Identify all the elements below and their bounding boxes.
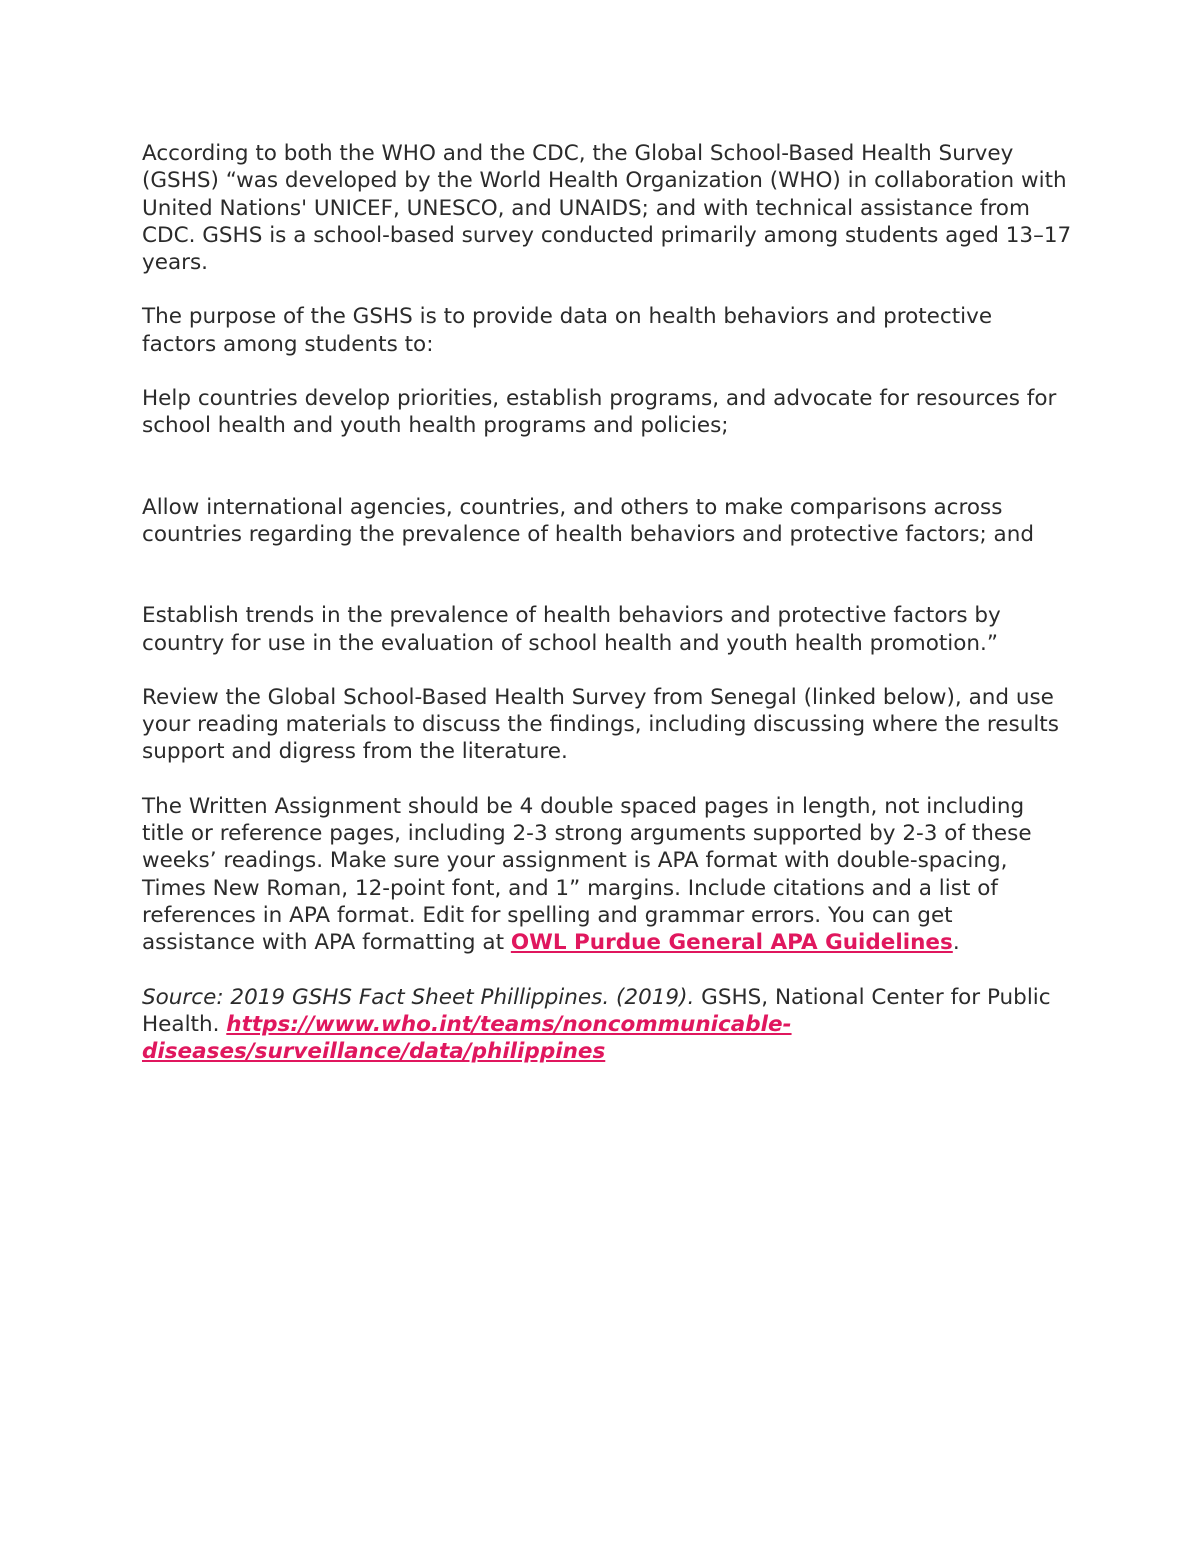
assignment-text: The Written Assignment should be 4 double spaced pages in length, not including title or reference pages, including 2-3 strong arguments supported by 2-3 of these weeks’ readings. Make sure your assignment is APA format with double-spacing, Times New Roman, 12-point font, and 1” margins. Include citations and a list of references in APA format. Edit for spelling and grammar errors. You can get assistance with APA formatting at	[142, 793, 1032, 956]
document-page	[142, 140, 1072, 1092]
review-paragraph: Review the Global School-Based Health Survey from Senegal (linked below), and use your reading materials to discuss the findings, including discussing where the results support and digress from the literature.	[142, 684, 1059, 765]
purpose-item-3: Establish trends in the prevalence of health behaviors and protective factors by country for use in the evaluation of school health and youth health promotion.”	[142, 603, 1001, 656]
assignment-paragraph	[142, 793, 1072, 957]
intro-paragraph: According to both the WHO and the CDC, the Global School-Based Health Survey (GSHS) “was developed by the World Health Organization (WHO) in collaboration with United Nations' UNICEF, UNESCO, and UNAIDS; and with technical assistance from CDC. GSHS is a school-based survey conducted primarily among students aged 13–17 years.	[142, 141, 1072, 276]
purpose-item-2: Allow international agencies, countries, and others to make comparisons across countries regarding the prevalence of health behaviors and protective factors; and	[142, 494, 1034, 547]
source-publisher: GSHS, National Center for Public Health.	[142, 984, 1051, 1037]
source-url-link[interactable]: https://www.who.int/teams/noncommunicable-diseases/surveillance/data/philippines	[142, 1011, 792, 1065]
source-paragraph	[142, 984, 1072, 1066]
owl-purdue-link[interactable]: OWL Purdue General APA Guidelines	[510, 930, 953, 956]
purpose-paragraph: The purpose of the GSHS is to provide data on health behaviors and protective factors among students to:	[142, 304, 993, 357]
purpose-item-1: Help countries develop priorities, establish programs, and advocate for resources for school health and youth health programs and policies;	[142, 386, 1057, 439]
source-citation: Source: 2019 GSHS Fact Sheet Phillippines. (2019).	[142, 984, 695, 1010]
assignment-end: .	[952, 930, 960, 956]
